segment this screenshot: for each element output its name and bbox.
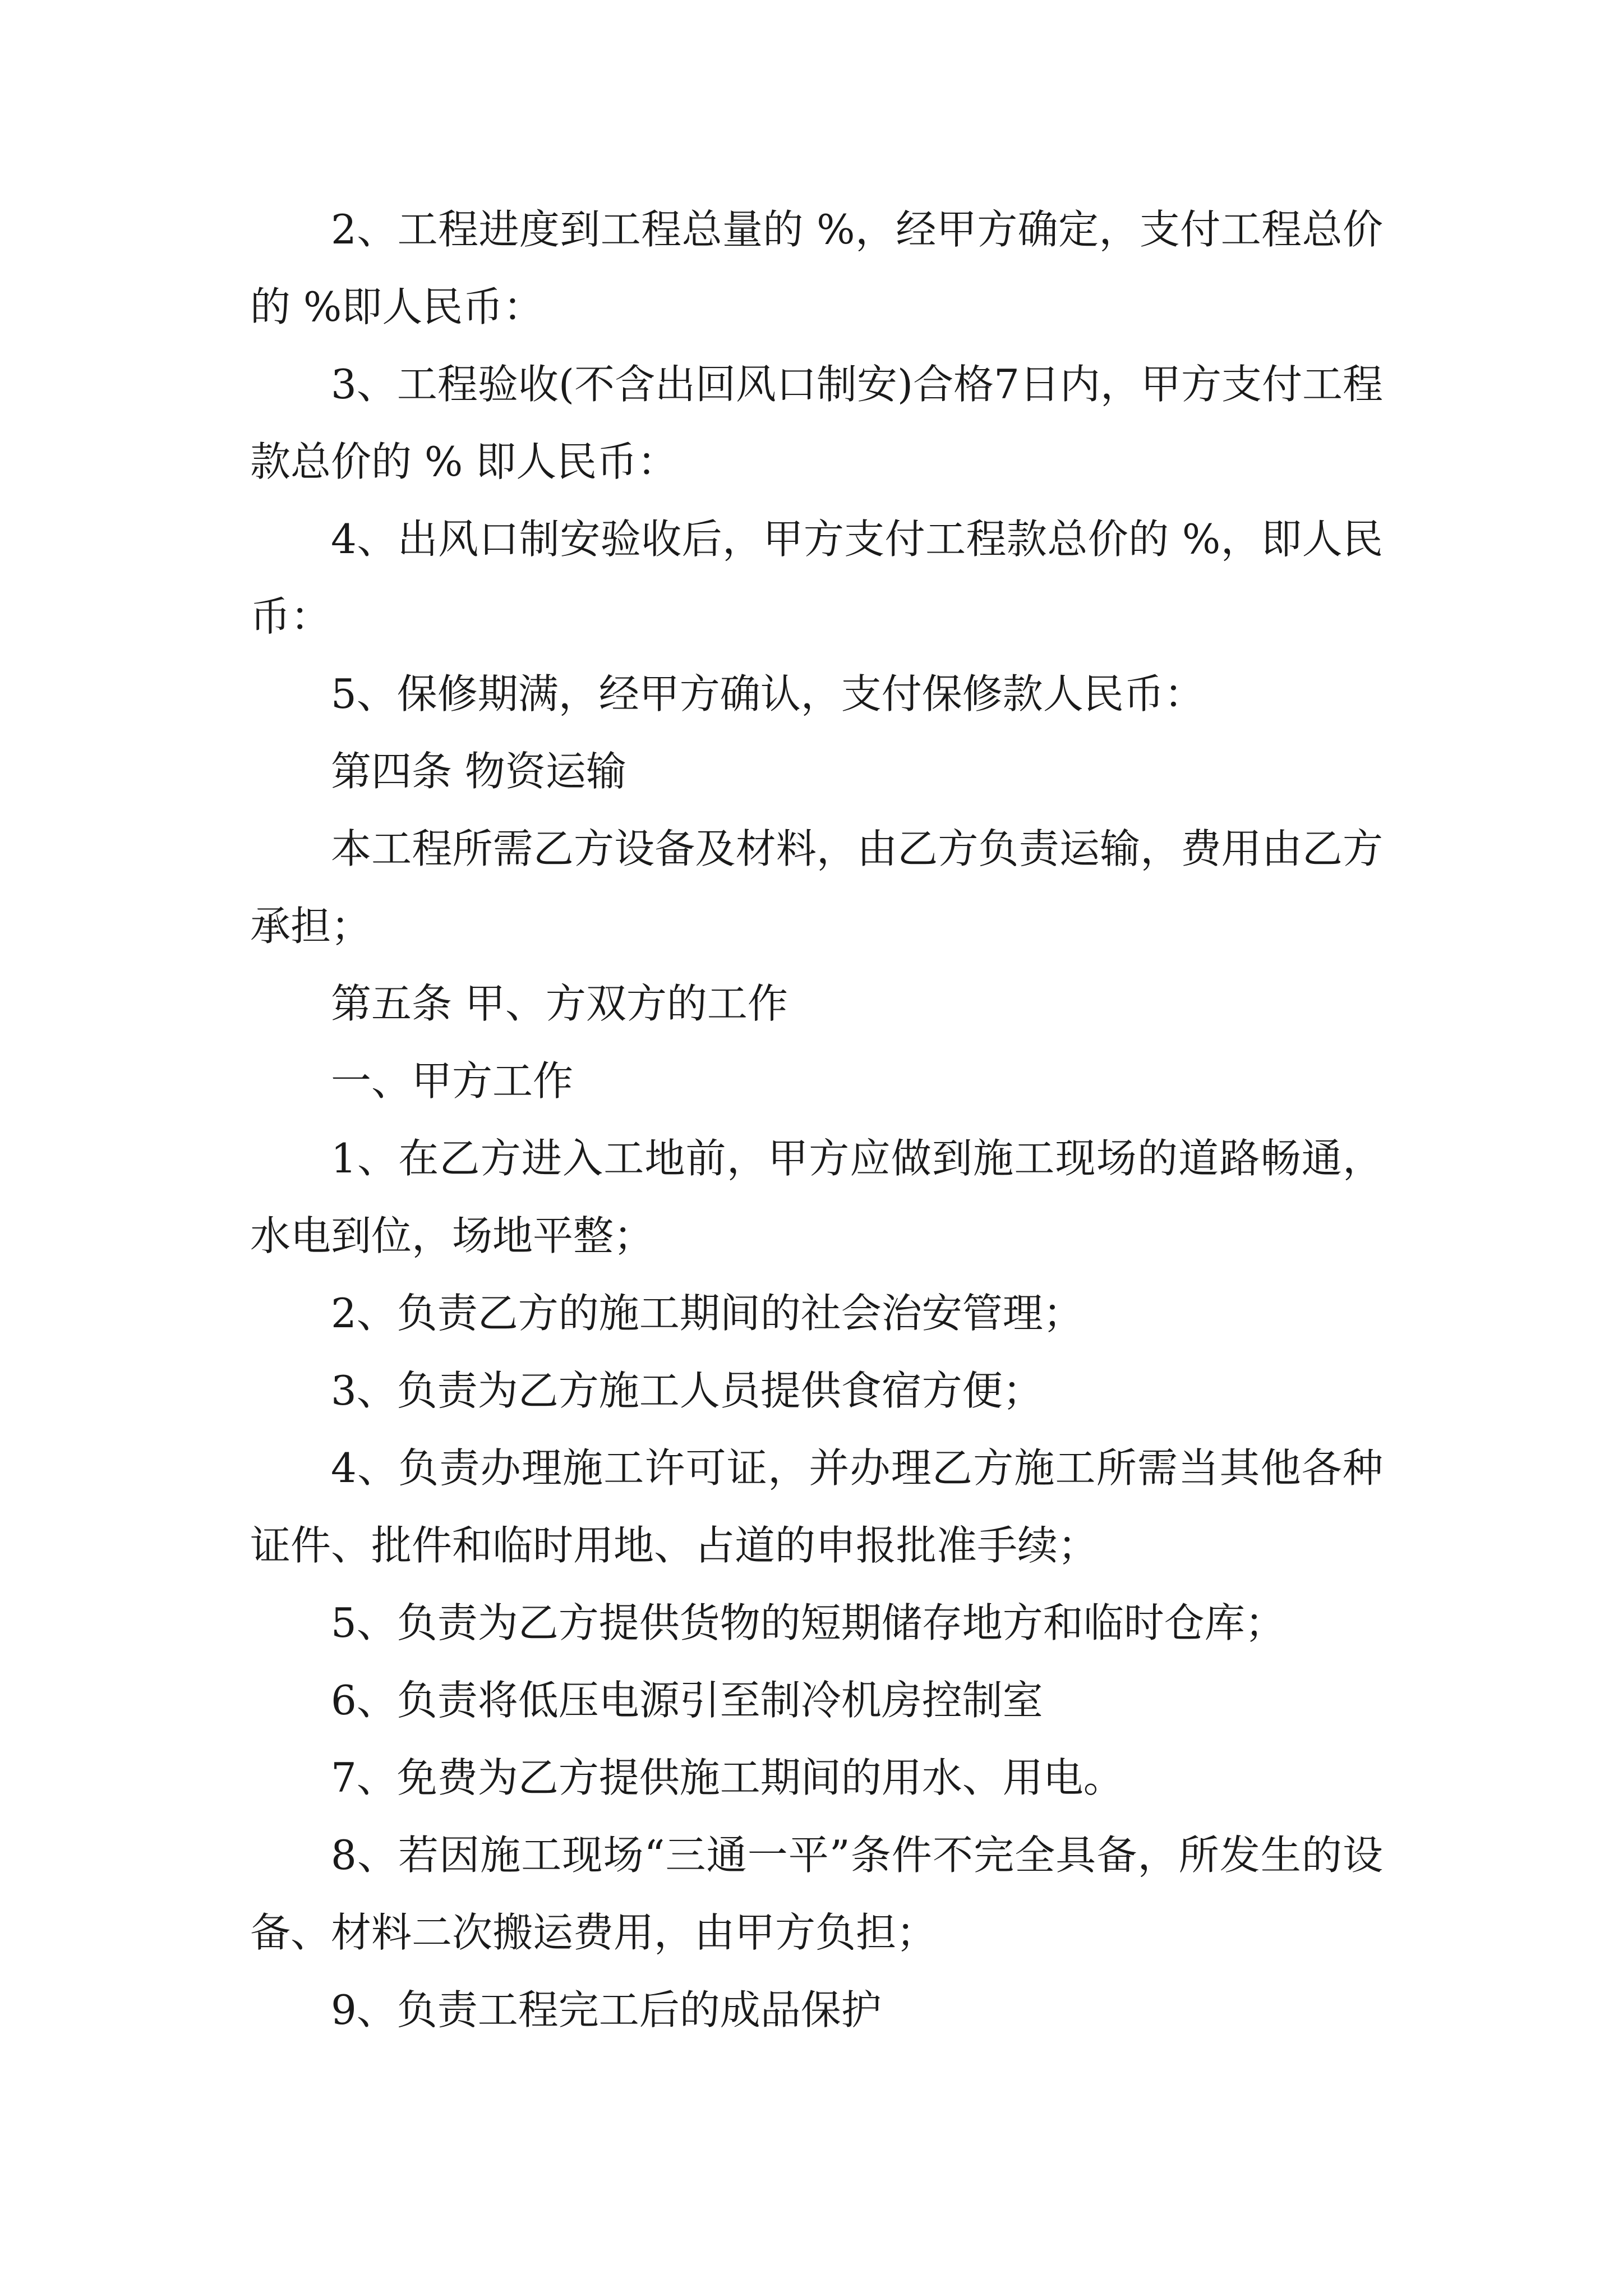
article-4-heading: 第四条 物资运输 <box>331 748 626 795</box>
party-a-section-heading: 一、甲方工作 <box>331 1057 574 1105</box>
party-a-duty-7: 7、免费为乙方提供施工期间的用水、用电。 <box>331 1754 1124 1801</box>
document-page <box>250 191 1383 2049</box>
payment-clause-3: 3、工程验收(不含出回风口制安)合格7日内，甲方支付工程款总价的 % 即人民币： <box>250 361 1383 485</box>
article-5-heading: 第五条 甲、方双方的工作 <box>331 980 788 1027</box>
party-a-duty-1: 1、在乙方进入工地前，甲方应做到施工现场的道路畅通，水电到位，场地平整； <box>250 1135 1383 1259</box>
party-a-duty-8: 8、若因施工现场“三通一平”条件不完全具备，所发生的设备、材料二次搬运费用，由甲方负担； <box>250 1832 1383 1956</box>
payment-clause-5: 5、保修期满，经甲方确认，支付保修款人民币： <box>331 670 1205 717</box>
party-a-duty-9: 9、负责工程完工后的成品保护 <box>331 1986 882 2033</box>
article-4-body: 本工程所需乙方设备及材料，由乙方负责运输，费用由乙方承担； <box>250 825 1383 950</box>
party-a-duty-4: 4、负责办理施工许可证，并办理乙方施工所需当其他各种证件、批件和临时用地、占道的申报批准手续； <box>250 1444 1383 1569</box>
party-a-duty-3: 3、负责为乙方施工人员提供食宿方便； <box>331 1367 1043 1414</box>
payment-clause-2: 2、工程进度到工程总量的 %，经甲方确定，支付工程总价的 %即人民币： <box>250 206 1383 330</box>
payment-clause-4: 4、出风口制安验收后，甲方支付工程款总价的 %，即人民币： <box>250 516 1383 640</box>
party-a-duty-2: 2、负责乙方的施工期间的社会治安管理； <box>331 1290 1083 1337</box>
party-a-duty-5: 5、负责为乙方提供货物的短期储存地方和临时仓库； <box>331 1599 1285 1646</box>
party-a-duty-6: 6、负责将低压电源引至制冷机房控制室 <box>331 1677 1043 1724</box>
